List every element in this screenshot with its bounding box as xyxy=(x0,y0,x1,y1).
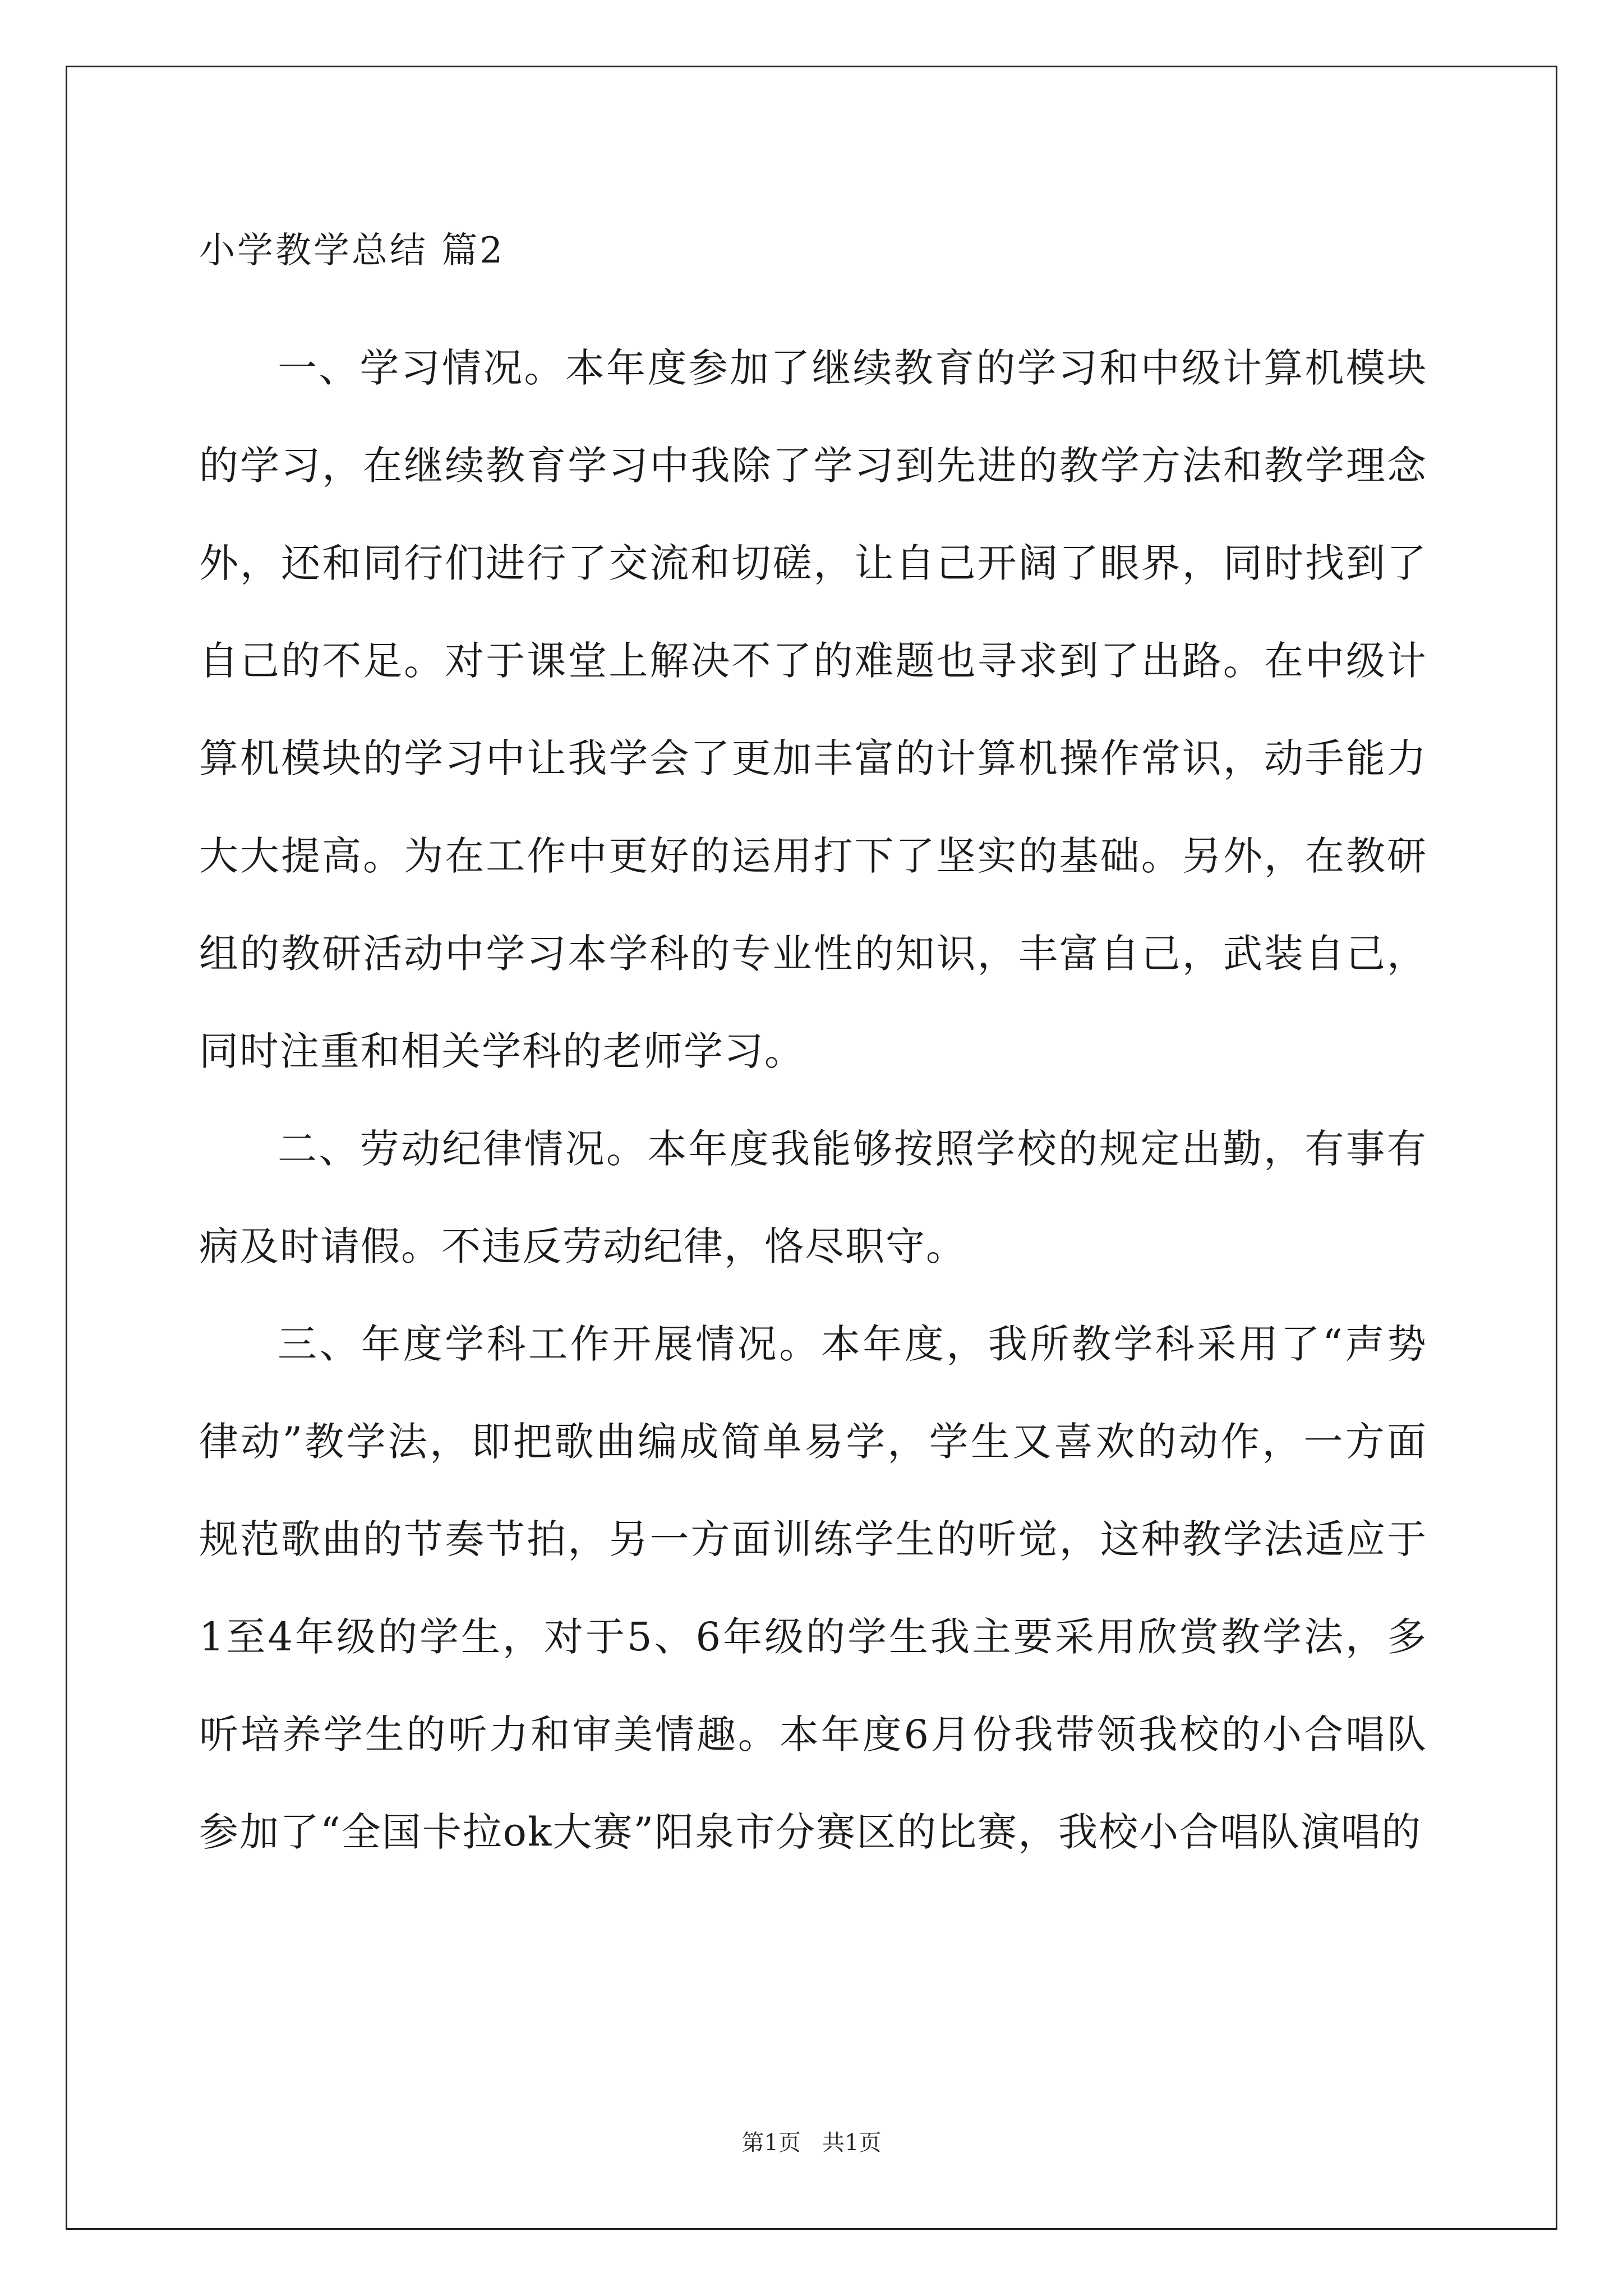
paragraph-subject-work: 三、年度学科工作开展情况。本年度，我所教学科采用了“声势律动”教学法，即把歌曲编成简单易学，学生又喜欢的动作，一方面规范歌曲的节奏节拍，另一方面训练学生的听觉，这种教学法适应于1至4年级的学生，对于5、6年级的学生我主要采用欣赏教学法，多听培养学生的听力和审美情趣。本年度6月份我带领我校的小合唱队参加了“全国卡拉ok大赛”阳泉市分赛区的比赛，我校小合唱队演唱的 xyxy=(199,1321,1427,1855)
document-title: 小学教学总结 篇2 xyxy=(199,230,505,272)
page-number-footer: 第1页 共1页 xyxy=(741,2130,882,2156)
paragraph-study: 一、学习情况。本年度参加了继续教育的学习和中级计算机模块的学习，在继续教育学习中我除了学习到先进的教学方法和教学理念外，还和同行们进行了交流和切磋，让自己开阔了眼界，同时找到了自己的不足。对于课堂上解决不了的难题也寻求到了出路。在中级计算机模块的学习中让我学会了更加丰富的计算机操作常识，动手能力大大提高。为在工作中更好的运用打下了坚实的基础。另外，在教研组的教研活动中学习本学科的专业性的知识，丰富自己，武装自己，同时注重和相关学科的老师学习。 xyxy=(199,345,1427,1074)
document-body xyxy=(199,222,1427,1881)
paragraph-discipline: 二、劳动纪律情况。本年度我能够按照学校的规定出勤，有事有病及时请假。不违反劳动纪律，恪尽职守。 xyxy=(199,1126,1427,1269)
